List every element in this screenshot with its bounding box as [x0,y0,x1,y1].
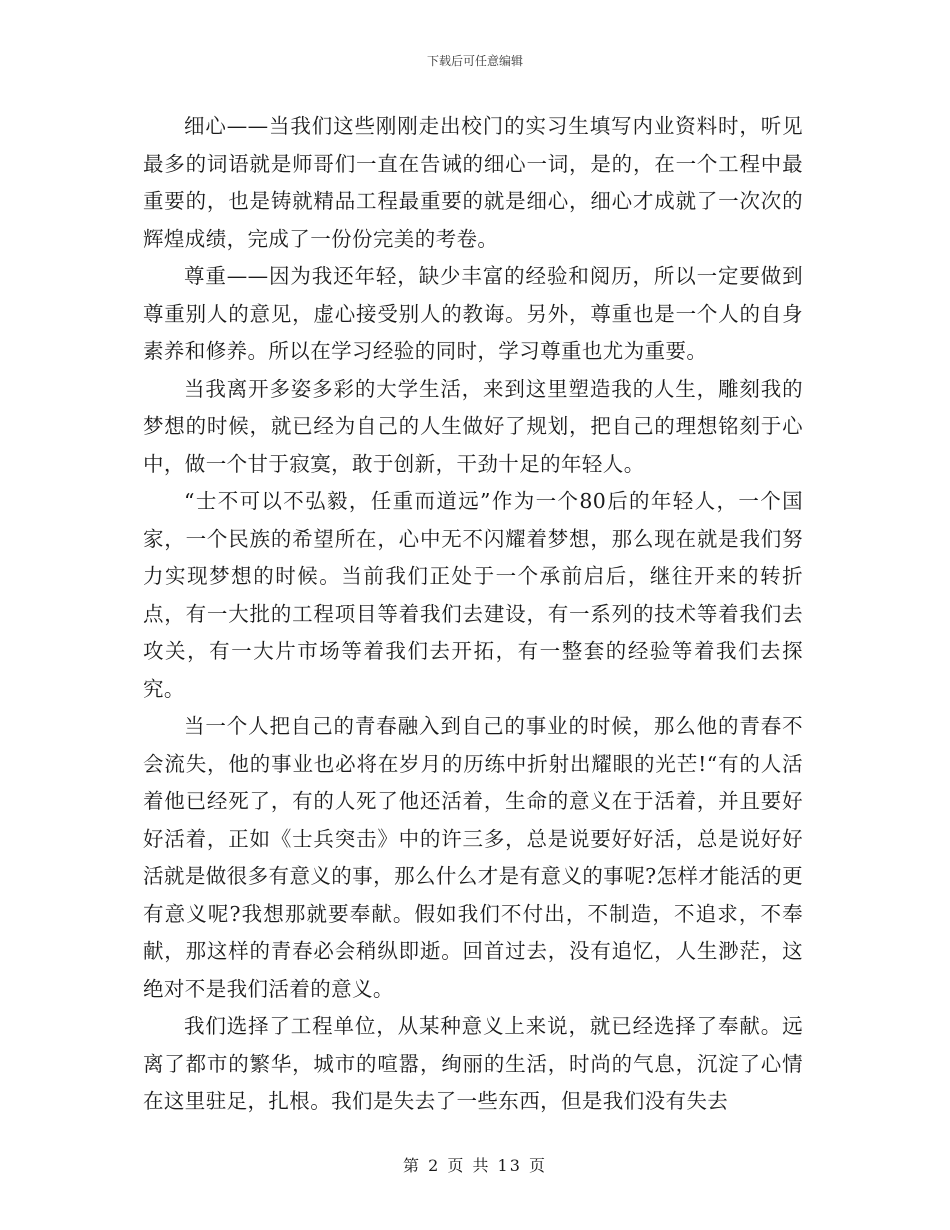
paragraph-6: 我们选择了工程单位，从某种意义上来说，就已经选择了奉献。远离了都市的繁华，城市的喧嚣，绚丽的生活，时尚的气息，沉淀了心情在这里驻足，扎根。我们是失去了一些东西，但是我们没有失去 [143,1014,803,1113]
body-text [143,108,803,1121]
paragraph-3: 当我离开多姿多彩的大学生活，来到这里塑造我的人生，雕刻我的梦想的时候，就已经为自己的人生做好了规划，把自己的理想铭刻于心中，做一个甘于寂寞，敢于创新，干劲十足的年轻人。 [143,376,803,476]
paragraph-1: 细心——当我们这些刚刚走出校门的实习生填写内业资料时，听见最多的词语就是师哥们一直在告诫的细心一词，是的，在一个工程中最重要的，也是铸就精品工程最重要的就是细心，细心才成就了一次次的辉煌成绩，完成了一份份完美的考卷。 [143,114,803,251]
paragraph-5: 当一个人把自己的青春融入到自己的事业的时候，那么他的青春不会流失，他的事业也必将在岁月的历练中折射出耀眼的光芒!“有的人活着他已经死了，有的人死了他还活着，生命的意义在于活着，并且要好好活着，正如《士兵突击》中的许三多，总是说要好好活，总是说好好活就是做很多有意义的事，那么什么才是有意义的事呢?怎样才能活的更有意义呢?我想那就要奉献。假如我们不付出，不制造，不追求，不奉献，那这样的青春必会稍纵即逝。回首过去，没有追忆，人生渺茫，这绝对不是我们活着的意义。 [143,714,803,1001]
paragraph-2: 尊重——因为我还年轻，缺少丰富的经验和阅历，所以一定要做到尊重别人的意见，虚心接受别人的教诲。另外，尊重也是一个人的自身素养和修养。所以在学习经验的同时，学习尊重也尤为重要。 [143,264,803,363]
page-header: 下载后可任意编辑 [426,54,523,68]
paragraph-4: “士不可以不弘毅，任重而道远”作为一个80后的年轻人，一个国家，一个民族的希望所在，心中无不闪耀着梦想，那么现在就是我们努力实现梦想的时候。当前我们正处于一个承前启后，继往开来的转折点，有一大批的工程项目等着我们去建设，有一系列的技术等着我们去攻关，有一大片市场等着我们去开拓，有一整套的经验等着我们去探究。 [143,489,803,701]
page-number-footer: 第 2 页 共 13 页 [403,1156,547,1175]
